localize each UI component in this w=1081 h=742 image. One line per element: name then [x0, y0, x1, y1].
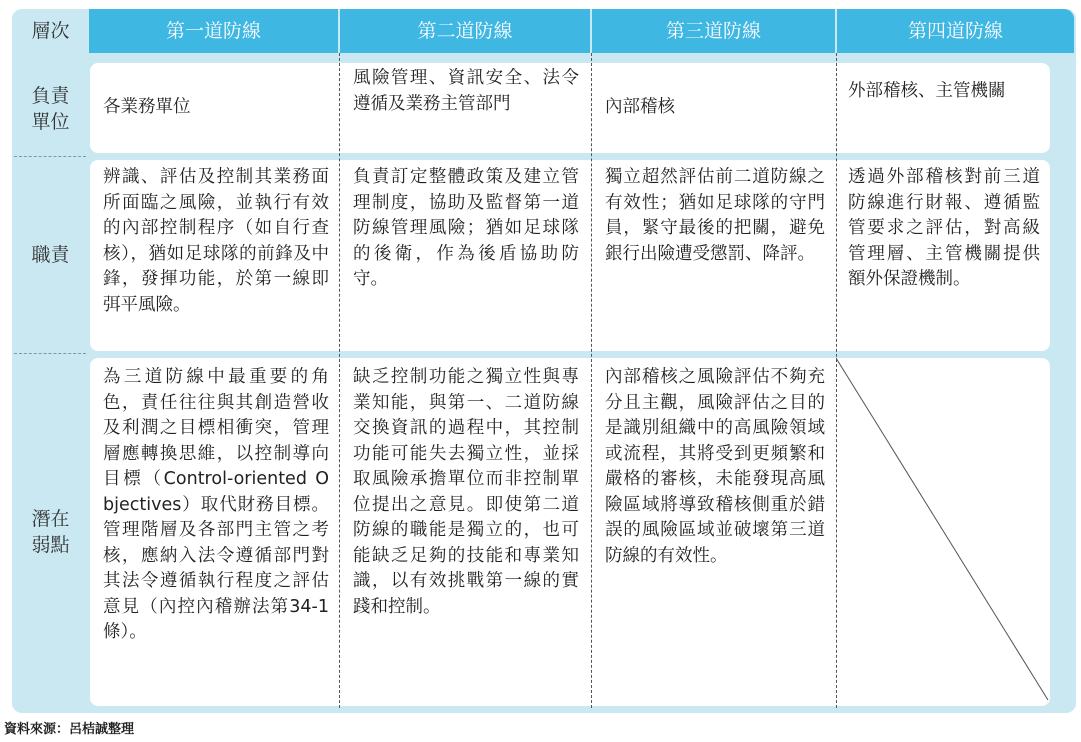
row-label-responsible: 負責 單位	[31, 85, 70, 133]
row-divider	[14, 353, 86, 354]
empty-cell-diagonal	[836, 358, 1050, 706]
cell-duties-1: 辨識、評估及控制其業務面所面臨之風險，並執行有效的內部控制程序（如自行查核），猶如足球隊的前鋒及中鋒，發揮功能，於第一線即弭平風險。	[103, 167, 329, 315]
cell-weakness-2: 缺乏控制功能之獨立性與專業知能，與第一、二道防線交換資訊的過程中，其控制功能可能失去獨立性，並採取風險承擔單位而非控制單位提出之意見。即使第二道防線的職能是獨立的，也可能缺乏足夠的技能和專業知識，以有效挑戰第一線的實踐和控制。	[353, 367, 579, 617]
header-line-4: 第四道防線	[837, 9, 1074, 53]
cell-responsible-3: 內部稽核	[605, 97, 675, 118]
source-note: 資料來源：呂桔誠整理	[4, 722, 135, 737]
cell-responsible-1: 各業務單位	[103, 97, 191, 118]
row-label-duties: 職責	[31, 244, 70, 266]
cell-responsible-4: 外部稽核、主管機關	[848, 81, 1006, 101]
cell-duties-3: 獨立超然評估前二道防線之有效性；猶如足球隊的守門員，緊守最後的把關，避免銀行出險遭受懲罰、降評。	[605, 167, 825, 264]
column-divider	[339, 53, 340, 708]
row-divider	[14, 156, 86, 157]
header-layer: 層次	[31, 20, 70, 42]
row-label-weakness: 潛在 弱點	[31, 508, 70, 556]
cell-duties-2: 負責訂定整體政策及建立管理制度，協助及監督第一道防線管理風險；猶如足球隊的後衛，作為後盾協助防守。	[353, 167, 579, 289]
cell-weakness-1: 為三道防線中最重要的角色，責任往往與其創造營收及利潤之目標相衝突，管理層應轉換思維，以控制導向目標（Control-oriented Objectives）取代財務目標。管理階層及各部門主管之考核，應納入法令遵循部門對其法令遵循執行程度之評估意見（內控內稽辦法第34-1條）。	[103, 367, 329, 642]
header-line-3: 第三道防線	[592, 9, 835, 53]
cell-weakness-3: 內部稽核之風險評估不夠充分且主觀，風險評估之目的是識別組織中的高風險領域或流程，其將受到更頻繁和嚴格的審核，未能發現高風險區域將導致稽核側重於錯誤的風險區域並破壞第三道防線的有效性。	[605, 367, 825, 566]
column-divider	[591, 53, 592, 708]
header-line-1: 第一道防線	[89, 9, 338, 53]
header-line-2: 第二道防線	[340, 9, 590, 53]
cell-responsible-2: 風險管理、資訊安全、法令遵循及業務主管部門	[353, 68, 579, 114]
cell-duties-4: 透過外部稽核對前三道防線進行財報、遵循監管要求之評估，對高級管理層、主管機關提供額外保證機制。	[848, 167, 1040, 289]
